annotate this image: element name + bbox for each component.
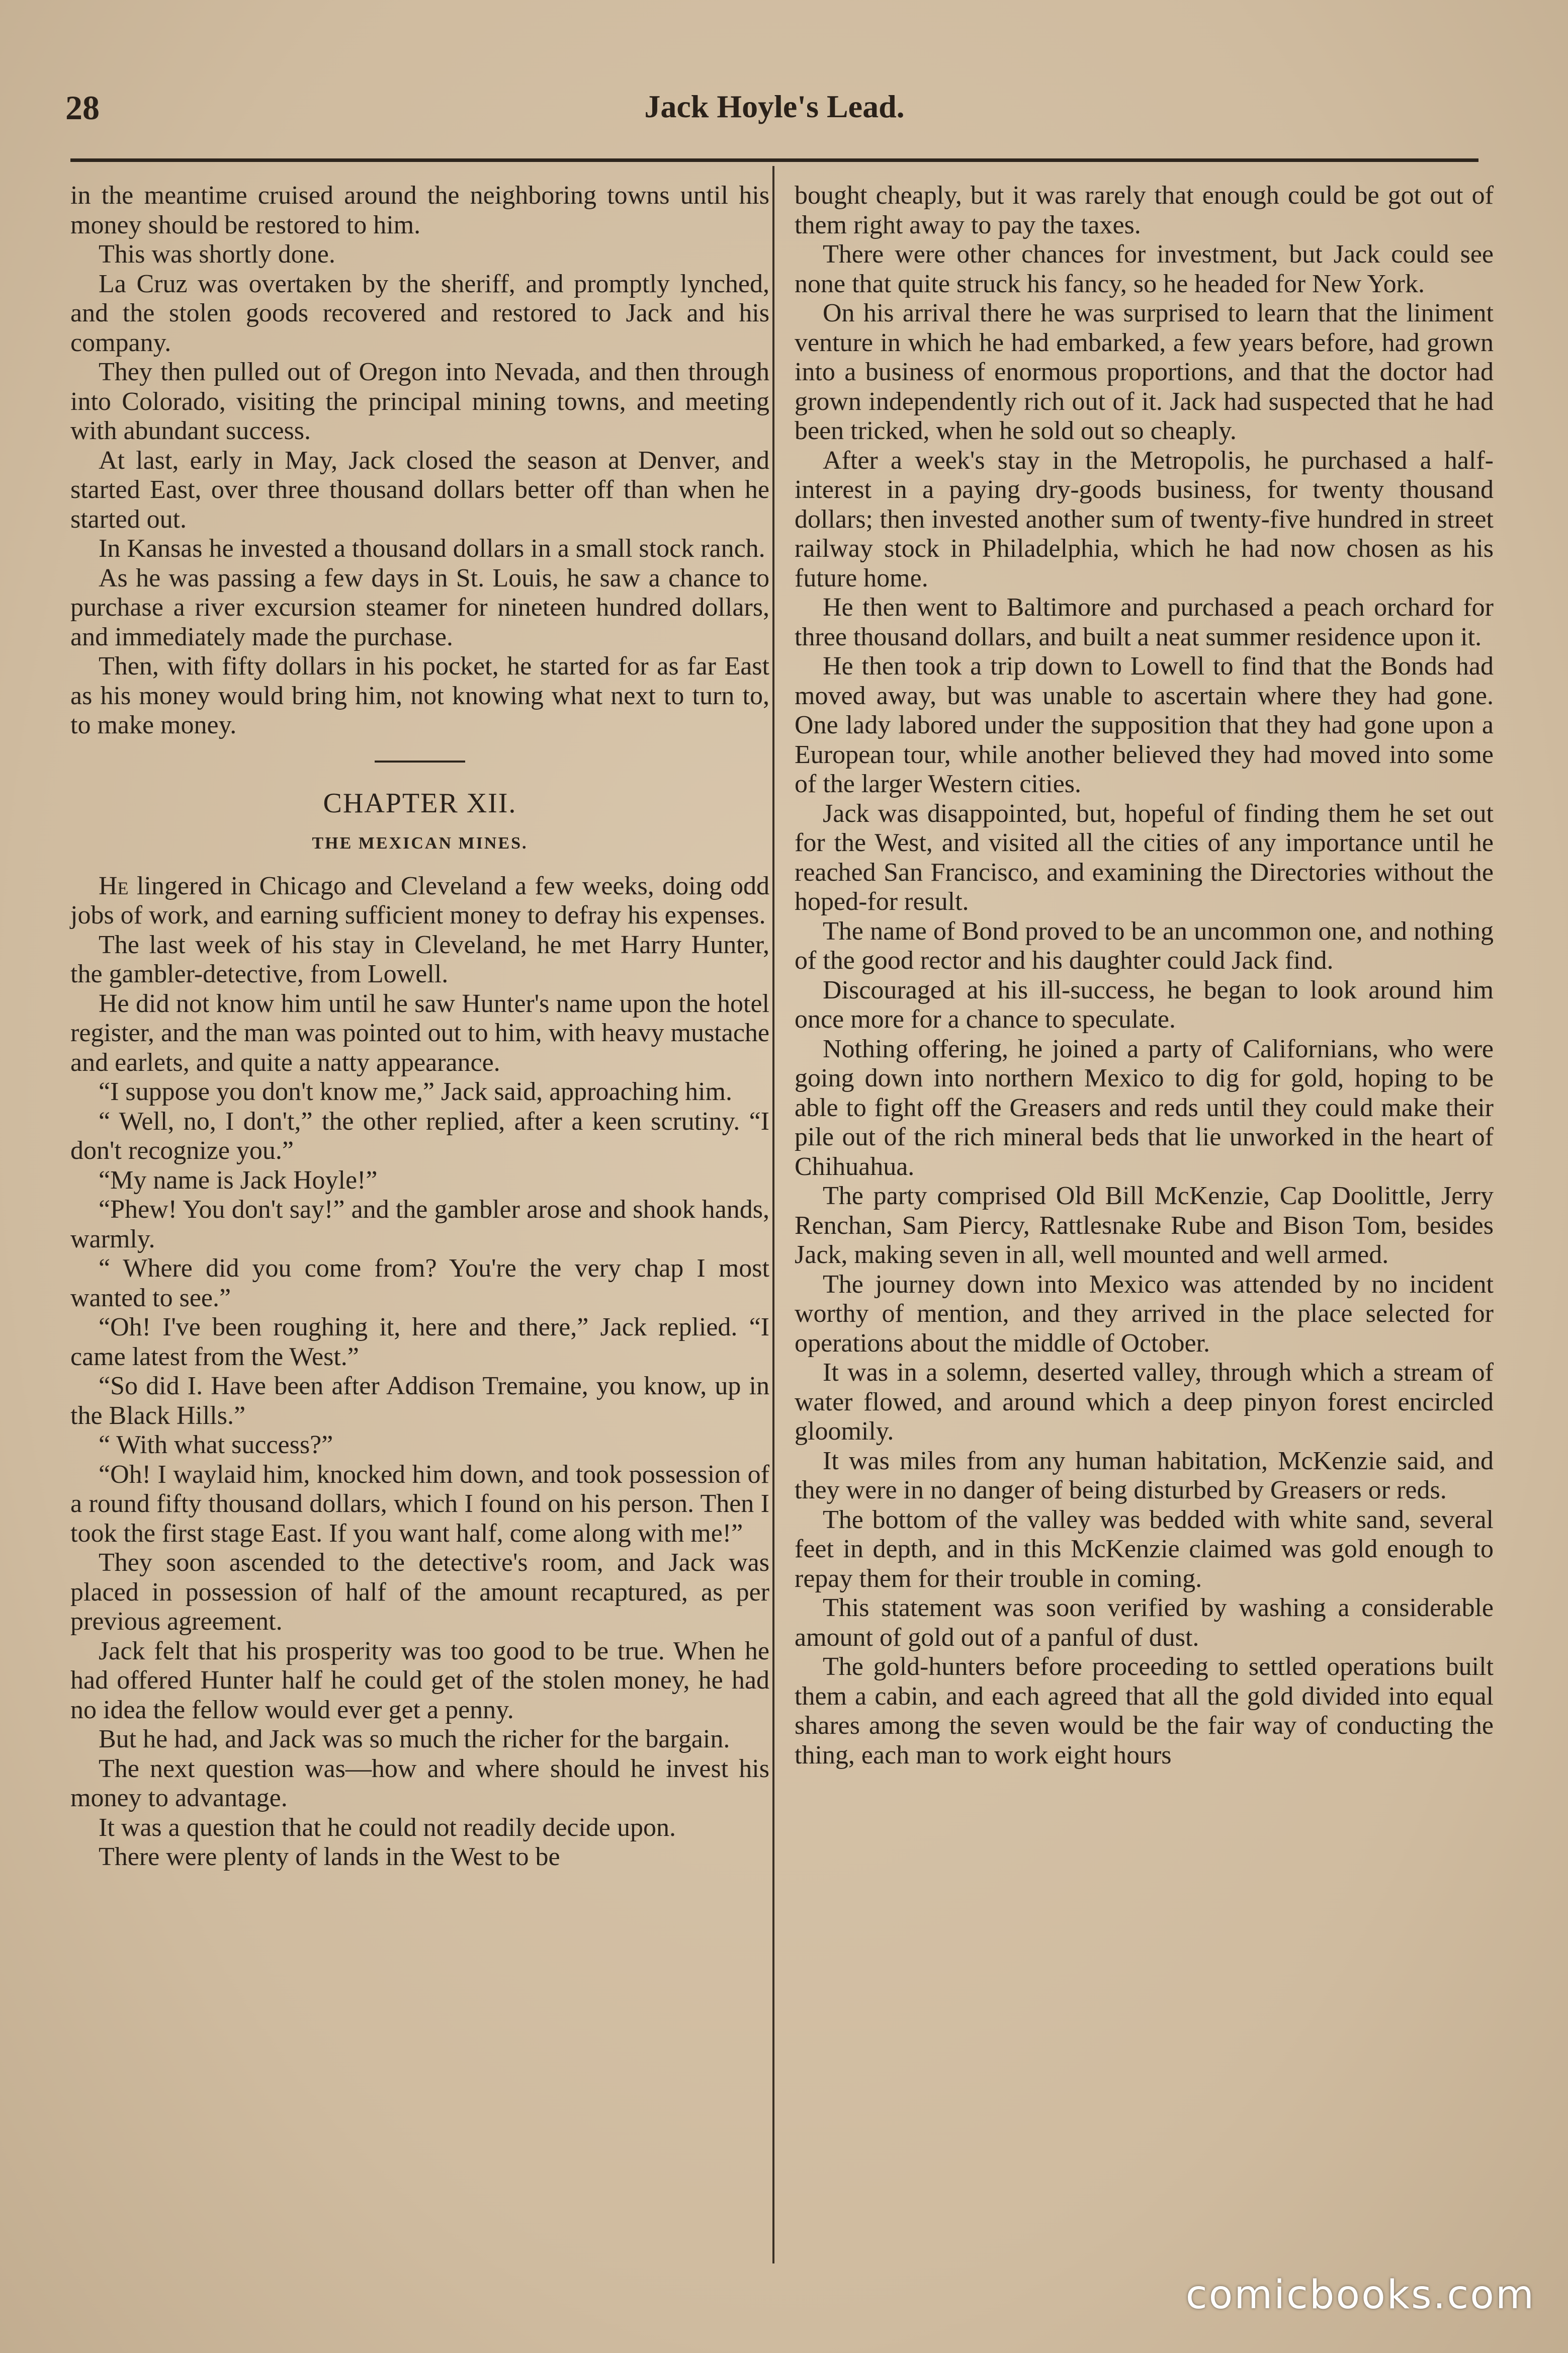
paragraph-text: lingered in Chicago and Cleveland a few weeks, doing odd jobs of work, and earning sufficient money to defray his expenses. xyxy=(70,871,769,930)
section-divider xyxy=(375,761,465,763)
paragraph: They then pulled out of Oregon into Nevada, and then through into Colorado, visiting the principal mining towns, and meeting with abundant success. xyxy=(70,358,769,445)
paragraph: “I suppose you don't know me,” Jack said, approaching him. xyxy=(99,1077,732,1106)
paragraph: They soon ascended to the detective's room, and Jack was placed in possession of half of the amount recaptured, as per previous agreement. xyxy=(70,1548,769,1636)
header-rule xyxy=(70,158,1478,162)
paragraph: After a week's stay in the Metropolis, he purchased a half-interest in a paying dry-goods business, for twenty thousand dollars; then invested another sum of twenty-five hundred in street railway stock in Philadelphia, which he had now chosen as his future home. xyxy=(795,446,1494,593)
paragraph: There were other chances for investment, but Jack could see none that quite struck his fancy, so he headed for New York. xyxy=(795,240,1494,298)
paragraph: It was in a solemn, deserted valley, through which a stream of water flowed, and around which a deep pinyon forest encircled gloomily. xyxy=(795,1358,1494,1446)
page-number: 28 xyxy=(65,89,100,127)
left-column xyxy=(70,181,769,1872)
paragraph: “Phew! You don't say!” and the gambler arose and shook hands, warmly. xyxy=(70,1195,769,1253)
paragraph: In Kansas he invested a thousand dollars in a small stock ranch. xyxy=(99,534,765,563)
paragraph: “ Where did you come from? You're the very chap I most wanted to see.” xyxy=(70,1254,769,1312)
paragraph: Jack was disappointed, but, hopeful of finding them he set out for the West, and visited all the cities of any importance until he reached San Francisco, and examining the Directories without the hoped-for result. xyxy=(795,799,1494,916)
chapter-subtitle: THE MEXICAN MINES. xyxy=(312,834,528,853)
paragraph: The journey down into Mexico was attended by no incident worthy of mention, and they arrived in the place selected for operations about the middle of October. xyxy=(795,1270,1494,1358)
page-header xyxy=(65,88,1484,138)
paragraph: At last, early in May, Jack closed the season at Denver, and started East, over three thousand dollars better off than when he started out. xyxy=(70,446,769,534)
paragraph: Jack felt that his prosperity was too good to be true. When he had offered Hunter half he could get of the stolen money, he had no idea the fellow would ever get a penny. xyxy=(70,1636,769,1724)
paragraph: The name of Bond proved to be an uncommon one, and nothing of the good rector and his daughter could Jack find. xyxy=(795,916,1494,975)
paragraph: He then went to Baltimore and purchased a peach orchard for three thousand dollars, and built a neat summer residence upon it. xyxy=(795,593,1494,651)
paragraph: “ Well, no, I don't,” the other replied, after a keen scrutiny. “I don't recognize you.” xyxy=(70,1107,769,1165)
column-divider xyxy=(772,166,774,2263)
paragraph: in the meantime cruised around the neighboring towns until his money should be restored to him. xyxy=(70,181,769,239)
paragraph: The party comprised Old Bill McKenzie, Cap Doolittle, Jerry Renchan, Sam Piercy, Rattlesnake Rube and Bison Tom, besides Jack, making seven in all, well mounted and well armed. xyxy=(795,1182,1494,1269)
paragraph: Nothing offering, he joined a party of Californians, who were going down into northern Mexico to dig for gold, hoping to be able to fight off the Greasers and reds until they could make their pile out of the rich mineral beds that lie unworked in the heart of Chihuahua. xyxy=(795,1034,1494,1181)
chapter-title: CHAPTER XII. xyxy=(323,787,517,819)
paragraph: He did not know him until he saw Hunter's name upon the hotel register, and the man was pointed out to him, with heavy mustache and earlets, and quite a natty appearance. xyxy=(70,989,769,1077)
paragraph: On his arrival there he was surprised to learn that the liniment venture in which he had embarked, a few years before, had grown into a business of enormous proportions, and that the doctor had grown independently rich out of it. Jack had suspected that he had been tricked, when he sold out so cheaply. xyxy=(795,299,1494,445)
watermark: comicbooks.com xyxy=(1185,2273,1535,2318)
paragraph: It was miles from any human habitation, McKenzie said, and they were in no danger of being disturbed by Greasers or reds. xyxy=(795,1446,1494,1504)
paragraph: The gold-hunters before proceeding to settled operations built them a cabin, and each agreed that all the gold divided into equal shares among the seven would be the fair way of conducting the thing, each man to work eight hours xyxy=(795,1652,1494,1770)
paragraph: “My name is Jack Hoyle!” xyxy=(99,1165,378,1195)
paragraph: This statement was soon verified by washing a considerable amount of gold out of a panful of dust. xyxy=(795,1593,1494,1652)
paragraph: But he had, and Jack was so much the richer for the bargain. xyxy=(99,1725,730,1753)
paragraph: The next question was—how and where should he invest his money to advantage. xyxy=(70,1754,769,1812)
right-column xyxy=(795,181,1494,1770)
paragraph: He then took a trip down to Lowell to find that the Bonds had moved away, but was unable to ascertain where they had gone. One lady labored under the supposition that they had gone upon a European tour, while another believed they had moved into some of the larger Western cities. xyxy=(795,652,1494,798)
paragraph: bought cheaply, but it was rarely that enough could be got out of them right away to pay the taxes. xyxy=(795,181,1494,239)
paragraph: “Oh! I waylaid him, knocked him down, and took possession of a round fifty thousand dollars, which I found on his person. Then I took the first stage East. If you want half, come along with me!” xyxy=(70,1460,769,1548)
paragraph: As he was passing a few days in St. Louis, he saw a chance to purchase a river excursion steamer for nineteen hundred dollars, and immediately made the purchase. xyxy=(70,563,769,651)
paragraph: This was shortly done. xyxy=(99,240,335,269)
paragraph: Then, with fifty dollars in his pocket, he started for as far East as his money would bring him, not knowing what next to turn to, to make money. xyxy=(70,652,769,739)
paragraph: “So did I. Have been after Addison Tremaine, you know, up in the Black Hills.” xyxy=(70,1372,769,1430)
paragraph: It was a question that he could not readily decide upon. xyxy=(99,1813,676,1842)
paragraph: The last week of his stay in Cleveland, he met Harry Hunter, the gambler-detective, from Lowell. xyxy=(70,930,769,988)
paragraph: “ With what success?” xyxy=(99,1431,333,1459)
paragraph: There were plenty of lands in the West to be xyxy=(99,1842,560,1871)
paragraph xyxy=(70,872,769,931)
paragraph: The bottom of the valley was bedded with white sand, several feet in depth, and in this McKenzie claimed was gold enough to repay them for their trouble in coming. xyxy=(795,1505,1494,1593)
running-title: Jack Hoyle's Lead. xyxy=(644,89,905,124)
paragraph: “Oh! I've been roughing it, here and there,” Jack replied. “I came latest from the West.” xyxy=(70,1313,769,1371)
drop-word: He xyxy=(99,871,129,900)
paragraph: La Cruz was overtaken by the sheriff, and promptly lynched, and the stolen goods recovered and restored to Jack and his company. xyxy=(70,269,769,357)
paragraph: Discouraged at his ill-success, he began to look around him once more for a chance to speculate. xyxy=(795,975,1494,1034)
